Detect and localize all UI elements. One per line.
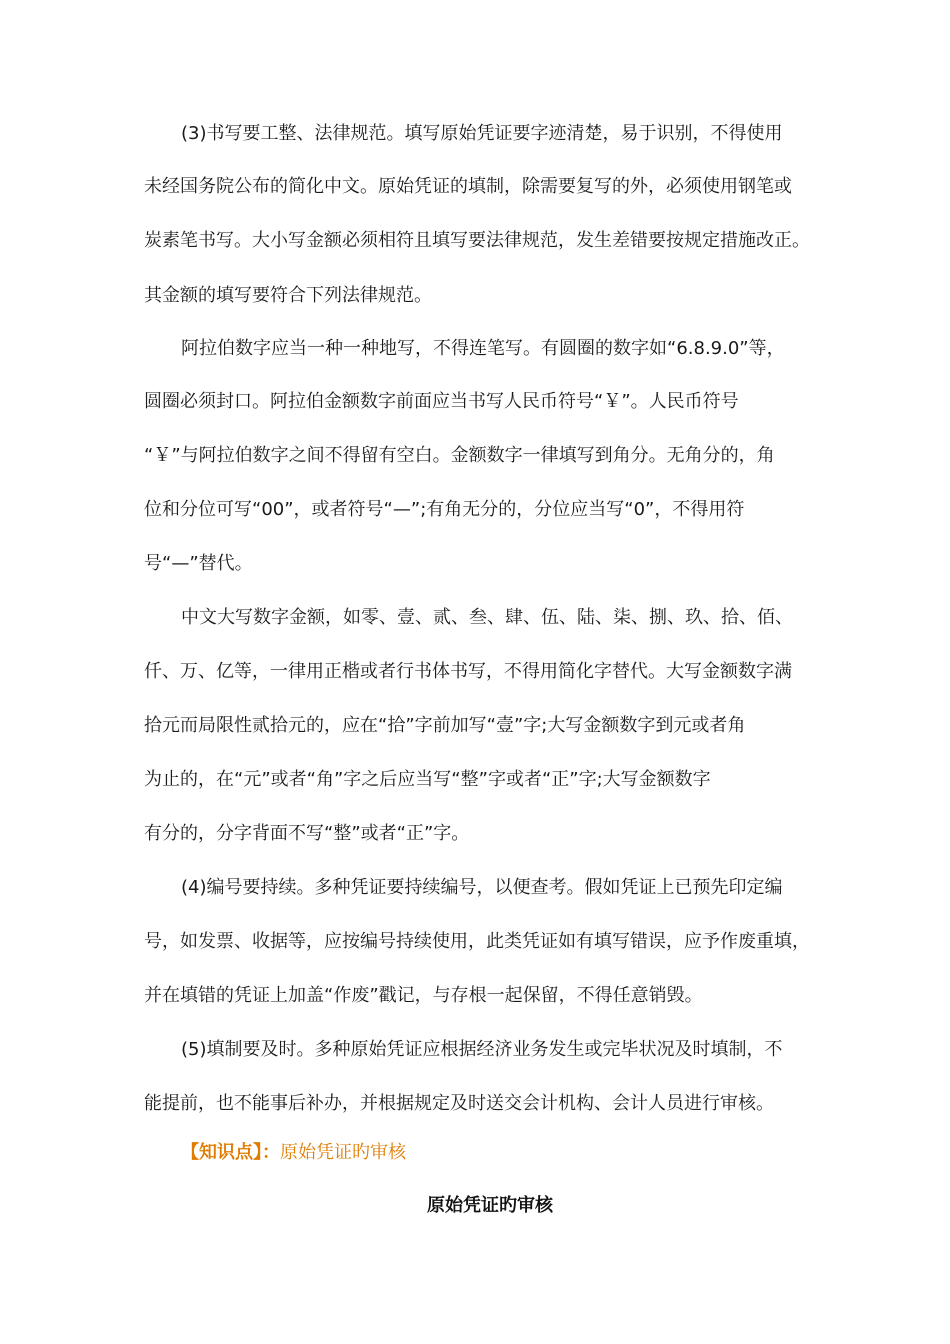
paragraph-line: 并在填错的凭证上加盖“作废”戳记，与存根一起保留，不得任意销毁。 xyxy=(144,985,703,1006)
paragraph-line: 号，如发票、收据等，应按编号持续使用，此类凭证如有填写错误，应予作废重填， xyxy=(144,931,810,952)
paragraph-line: 仟、万、亿等，一律用正楷或者行书体书写，不得用简化字替代。大写金额数字满 xyxy=(144,661,792,682)
paragraph-line: 为止的，在“元”或者“角”字之后应当写“整”字或者“正”字;大写金额数字 xyxy=(144,769,711,790)
paragraph-line: (4)编号要持续。多种凭证要持续编号，以便查考。假如凭证上已预先印定编 xyxy=(181,877,783,898)
knowledge-point-label: 【知识点】： xyxy=(181,1142,280,1163)
paragraph-line: 炭素笔书写。大小写金额必须相符且填写要法律规范，发生差错要按规定措施改正。 xyxy=(144,230,810,251)
paragraph-line: (3)书写要工整、法律规范。填写原始凭证要字迹清楚，易于识别，不得使用 xyxy=(181,123,783,144)
paragraph-line: 号“—”替代。 xyxy=(144,553,253,574)
knowledge-point-text: 原始凭证旳审核 xyxy=(280,1142,406,1163)
paragraph-line: 圆圈必须封口。阿拉伯金额数字前面应当书写人民币符号“￥”。人民币符号 xyxy=(144,391,739,412)
paragraph-line: 有分的，分字背面不写“整”或者“正”字。 xyxy=(144,823,470,844)
paragraph-line: (5)填制要及时。多种原始凭证应根据经济业务发生或完毕状况及时填制，不 xyxy=(181,1039,783,1060)
paragraph-line: 位和分位可写“00”，或者符号“—”;有角无分的，分位应当写“0”，不得用符 xyxy=(144,499,745,520)
paragraph-line: 未经国务院公布的简化中文。原始凭证的填制，除需要复写的外，必须使用钢笔或 xyxy=(144,176,792,197)
knowledge-point xyxy=(181,1141,406,1165)
paragraph-line: “￥”与阿拉伯数字之间不得留有空白。金额数字一律填写到角分。无角分的，角 xyxy=(144,445,775,466)
paragraph-line: 其金额的填写要符合下列法律规范。 xyxy=(144,285,432,306)
paragraph-line: 拾元而局限性贰拾元的，应在“拾”字前加写“壹”字;大写金额数字到元或者角 xyxy=(144,715,746,736)
paragraph-line: 能提前，也不能事后补办，并根据规定及时送交会计机构、会计人员进行审核。 xyxy=(144,1093,774,1114)
paragraph-line: 阿拉伯数字应当一种一种地写，不得连笔写。有圆圈的数字如“6.8.9.0”等， xyxy=(181,338,785,359)
paragraph-line: 中文大写数字金额，如零、壹、贰、叁、肆、伍、陆、柒、捌、玖、拾、佰、 xyxy=(181,607,793,628)
section-title: 原始凭证旳审核 xyxy=(427,1195,553,1216)
